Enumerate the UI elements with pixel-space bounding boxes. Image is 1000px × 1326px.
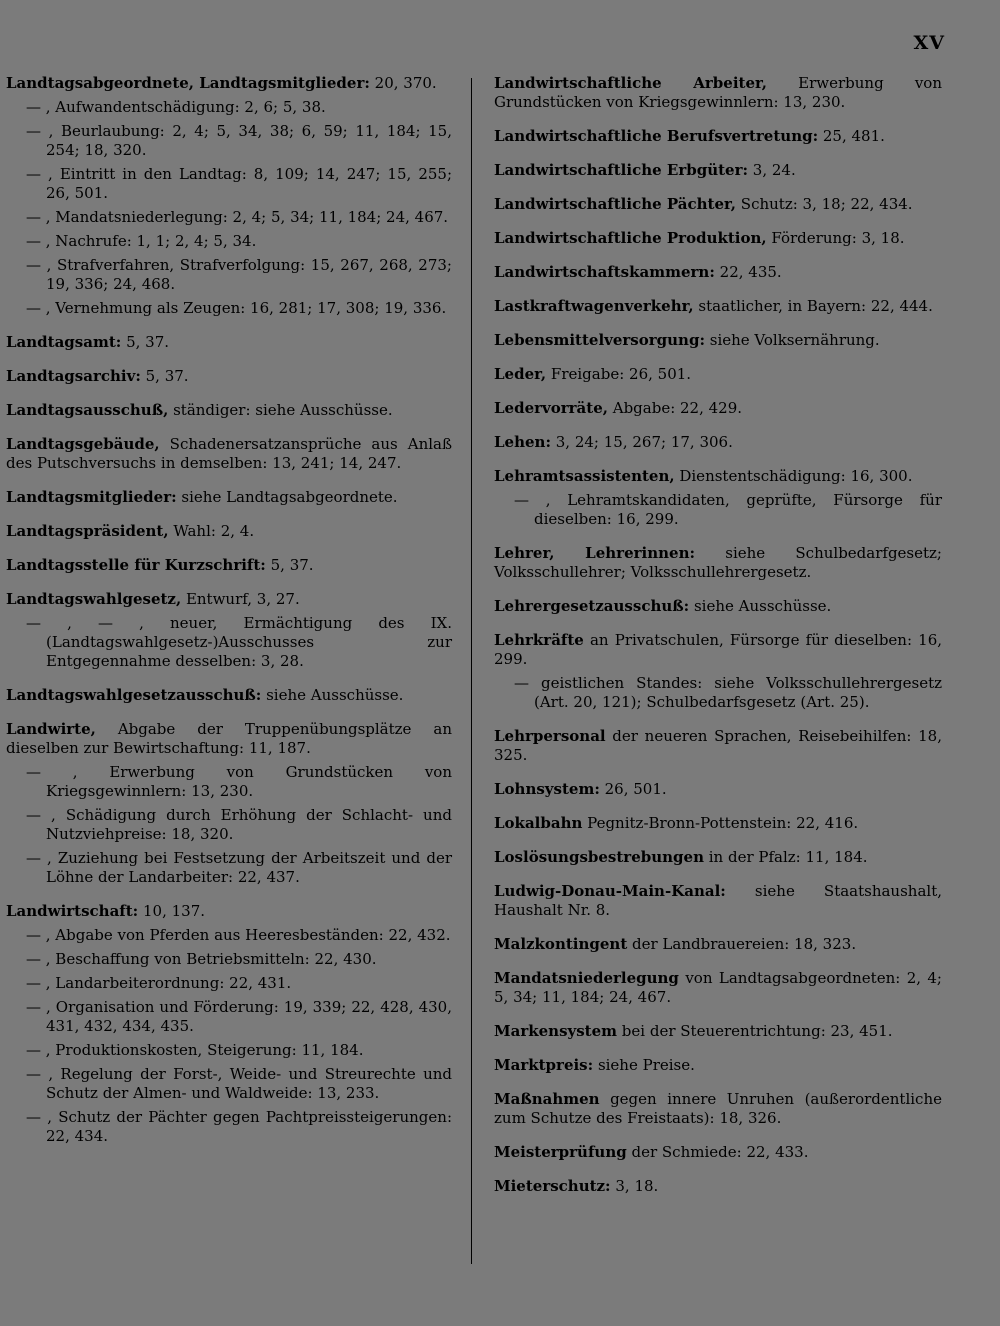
entry-references: Abgabe: 22, 429.	[607, 399, 743, 417]
entry-references: Wahl: 2, 4.	[168, 522, 255, 540]
index-subentry	[6, 208, 452, 227]
index-subentry	[6, 950, 452, 969]
entry-references: — , Schutz der Pächter gegen Pachtpreissteigerungen: 22, 434.	[26, 1108, 452, 1145]
entry-headword: Landwirtschaftliche Berufsvertretung:	[494, 127, 819, 145]
entry-headword: Lehrkräfte	[494, 631, 584, 649]
entry-headword: Landtagsabgeordnete, Landtagsmitglieder:	[6, 74, 370, 92]
entry-references: Entwurf, 3, 27.	[181, 590, 300, 608]
index-entry	[494, 814, 942, 833]
entry-references: — , Zuziehung bei Festsetzung der Arbeitszeit und der Löhne der Landarbeiter: 22, 437.	[26, 849, 452, 886]
entry-references: 3, 24.	[748, 161, 796, 179]
entry-references: der neueren Sprachen, Reisebeihilfen: 18, 325.	[494, 727, 942, 764]
entry-headword: Lehramtsassistenten,	[494, 467, 675, 485]
entry-headword: Ludwig-Donau-Main-Kanal:	[494, 882, 726, 900]
index-entry	[494, 399, 942, 418]
index-entry	[494, 74, 942, 112]
entry-references: — , Landarbeiterordnung: 22, 431.	[26, 974, 292, 992]
index-subentry	[6, 299, 452, 318]
index-entry	[494, 365, 942, 384]
entry-references: siehe Landtagsabgeordnete.	[176, 488, 398, 506]
entry-references: von Landtagsabgeordneten: 2, 4; 5, 34; 11, 184; 24, 467.	[494, 969, 942, 1006]
index-subentry	[6, 98, 452, 117]
entry-headword: Landtagsmitglieder:	[6, 488, 177, 506]
entry-references: bei der Steuerentrichtung: 23, 451.	[617, 1022, 893, 1040]
index-subentry	[6, 1065, 452, 1103]
entry-references: — , Mandatsniederlegung: 2, 4; 5, 34; 11, 184; 24, 467.	[26, 208, 449, 226]
entry-references: 22, 435.	[714, 263, 782, 281]
entry-headword: Lehrergesetzausschuß:	[494, 597, 690, 615]
entry-references: — , Beurlaubung: 2, 4; 5, 34, 38; 6, 59; 11, 184; 15, 254; 18, 320.	[26, 122, 452, 159]
index-entry	[6, 522, 452, 541]
left-column	[6, 74, 452, 1146]
entry-headword: Landtagspräsident,	[6, 522, 169, 540]
entry-headword: Landtagsgebäude,	[6, 435, 160, 453]
index-entry	[494, 1056, 942, 1075]
index-entry	[6, 590, 452, 609]
entry-references: Pegnitz-Bronn-Pottenstein: 22, 416.	[582, 814, 859, 832]
entry-headword: Leder,	[494, 365, 547, 383]
entry-references: 10, 137.	[138, 902, 206, 920]
entry-headword: Lehrpersonal	[494, 727, 606, 745]
index-entry	[494, 882, 942, 920]
index-entry	[494, 229, 942, 248]
index-subentry	[6, 763, 452, 801]
entry-headword: Landwirtschaft:	[6, 902, 139, 920]
entry-references: Förderung: 3, 18.	[766, 229, 905, 247]
index-entry	[6, 686, 452, 705]
index-entry	[6, 435, 452, 473]
index-subentry	[6, 926, 452, 945]
entry-headword: Landtagsstelle für Kurzschrift:	[6, 556, 266, 574]
entry-references: — , Regelung der Forst-, Weide- und Streurechte und Schutz der Almen- und Waldweide: 13, 233.	[26, 1065, 452, 1102]
entry-headword: Landwirte,	[6, 720, 96, 738]
entry-headword: Lohnsystem:	[494, 780, 600, 798]
entry-references: der Schmiede: 22, 433.	[626, 1143, 809, 1161]
column-divider	[471, 78, 472, 1264]
entry-references: 5, 37.	[140, 367, 189, 385]
entry-headword: Landwirtschaftliche Produktion,	[494, 229, 767, 247]
index-entry	[6, 720, 452, 758]
entry-references: — , Erwerbung von Grundstücken von Kriegsgewinnlern: 13, 230.	[26, 763, 452, 800]
entry-headword: Landwirtschaftliche Pächter,	[494, 195, 737, 213]
index-subentry	[6, 1041, 452, 1060]
entry-headword: Lebensmittelversorgung:	[494, 331, 705, 349]
entry-references: — , Nachrufe: 1, 1; 2, 4; 5, 34.	[26, 232, 257, 250]
entry-references: siehe Ausschüsse.	[689, 597, 832, 615]
entry-headword: Lokalbahn	[494, 814, 583, 832]
entry-headword: Maßnahmen	[494, 1090, 600, 1108]
entry-headword: Malzkontingent	[494, 935, 628, 953]
index-entry	[494, 297, 942, 316]
index-subentry	[494, 674, 942, 712]
index-subentry	[6, 998, 452, 1036]
index-entry	[494, 597, 942, 616]
index-entry	[6, 902, 452, 921]
index-entry	[494, 848, 942, 867]
index-entry	[494, 631, 942, 669]
right-column	[494, 74, 942, 1196]
entry-references: an Privatschulen, Fürsorge für dieselben: 16, 299.	[494, 631, 942, 668]
index-entry	[6, 401, 452, 420]
entry-references: ständiger: siehe Ausschüsse.	[168, 401, 393, 419]
entry-references: siehe Preise.	[593, 1056, 695, 1074]
entry-references: Freigabe: 26, 501.	[546, 365, 692, 383]
index-subentry	[6, 849, 452, 887]
index-entry	[494, 1177, 942, 1196]
entry-references: — , — , neuer, Ermächtigung des IX. (Landtagswahlgesetz-)Ausschusses zur Entgegennahme desselben: 3, 28.	[26, 614, 452, 670]
index-entry	[494, 263, 942, 282]
index-entry	[494, 127, 942, 146]
entry-references: — geistlichen Standes: siehe Volksschullehrergesetz (Art. 20, 121); Schulbedarfsgesetz (Art. 25).	[514, 674, 942, 711]
index-entry	[6, 333, 452, 352]
entry-headword: Landtagsamt:	[6, 333, 122, 351]
index-entry	[494, 935, 942, 954]
entry-references: — , Vernehmung als Zeugen: 16, 281; 17, 308; 19, 336.	[26, 299, 447, 317]
index-subentry	[6, 974, 452, 993]
entry-references: 5, 37.	[121, 333, 170, 351]
index-subentry	[6, 232, 452, 251]
index-subentry	[6, 614, 452, 671]
entry-headword: Lehen:	[494, 433, 551, 451]
entry-references: — , Strafverfahren, Strafverfolgung: 15, 267, 268, 273; 19, 336; 24, 468.	[26, 256, 452, 293]
entry-references: siehe Ausschüsse.	[261, 686, 404, 704]
index-entry	[494, 1143, 942, 1162]
index-subentry	[6, 165, 452, 203]
index-entry	[494, 544, 942, 582]
index-entry	[494, 1022, 942, 1041]
entry-references: — , Aufwandentschädigung: 2, 6; 5, 38.	[26, 98, 326, 116]
entry-references: 3, 18.	[610, 1177, 659, 1195]
entry-references: — , Lehramtskandidaten, geprüfte, Fürsorge für dieselben: 16, 299.	[514, 491, 942, 528]
entry-headword: Landwirtschaftliche Arbeiter,	[494, 74, 768, 92]
entry-references: Abgabe der Truppenübungsplätze an dieselben zur Bewirtschaftung: 11, 187.	[6, 720, 452, 757]
index-subentry	[6, 122, 452, 160]
index-entry	[494, 331, 942, 350]
index-entry	[6, 74, 452, 93]
index-entry	[494, 969, 942, 1007]
entry-headword: Mieterschutz:	[494, 1177, 611, 1195]
entry-headword: Landtagswahlgesetz,	[6, 590, 182, 608]
index-entry	[494, 1090, 942, 1128]
entry-references: — , Abgabe von Pferden aus Heeresbeständen: 22, 432.	[26, 926, 451, 944]
entry-headword: Ledervorräte,	[494, 399, 608, 417]
entry-references: — , Beschaffung von Betriebsmitteln: 22, 430.	[26, 950, 377, 968]
entry-references: Schadenersatzansprüche aus Anlaß des Putschversuchs in demselben: 13, 241; 14, 247.	[6, 435, 452, 472]
entry-references: in der Pfalz: 11, 184.	[703, 848, 868, 866]
entry-references: siehe Schulbedarfgesetz; Volksschullehrer; Volksschullehrergesetz.	[494, 544, 942, 581]
entry-references: 3, 24; 15, 267; 17, 306.	[550, 433, 733, 451]
entry-references: — , Eintritt in den Landtag: 8, 109; 14, 247; 15, 255; 26, 501.	[26, 165, 452, 202]
index-entry	[494, 195, 942, 214]
index-entry	[6, 367, 452, 386]
entry-references: gegen innere Unruhen (außerordentliche zum Schutze des Freistaats): 18, 326.	[494, 1090, 942, 1127]
entry-headword: Landtagsausschuß,	[6, 401, 169, 419]
entry-headword: Marktpreis:	[494, 1056, 594, 1074]
index-subentry	[6, 256, 452, 294]
entry-references: staatlicher, in Bayern: 22, 444.	[693, 297, 933, 315]
entry-references: — , Produktionskosten, Steigerung: 11, 184.	[26, 1041, 364, 1059]
entry-headword: Lastkraftwagenverkehr,	[494, 297, 694, 315]
entry-references: 5, 37.	[265, 556, 314, 574]
index-entry	[6, 556, 452, 575]
page-number: XV	[913, 32, 945, 54]
index-subentry	[6, 1108, 452, 1146]
entry-headword: Mandatsniederlegung	[494, 969, 679, 987]
index-subentry	[494, 491, 942, 529]
entry-headword: Markensystem	[494, 1022, 618, 1040]
entry-headword: Landwirtschaftskammern:	[494, 263, 715, 281]
entry-headword: Landtagswahlgesetzausschuß:	[6, 686, 262, 704]
entry-references: Erwerbung von Grundstücken von Kriegsgewinnlern: 13, 230.	[494, 74, 942, 111]
index-entry	[6, 488, 452, 507]
entry-references: Schutz: 3, 18; 22, 434.	[736, 195, 913, 213]
entry-references: 25, 481.	[818, 127, 885, 145]
index-entry	[494, 467, 942, 486]
entry-headword: Loslösungsbestrebungen	[494, 848, 704, 866]
entry-references: 26, 501.	[599, 780, 667, 798]
index-entry	[494, 161, 942, 180]
entry-headword: Landwirtschaftliche Erbgüter:	[494, 161, 749, 179]
index-entry	[494, 433, 942, 452]
entry-references: — , Organisation und Förderung: 19, 339; 22, 428, 430, 431, 432, 434, 435.	[26, 998, 452, 1035]
entry-references: 20, 370.	[369, 74, 437, 92]
entry-references: der Landbrauereien: 18, 323.	[627, 935, 857, 953]
entry-references: — , Schädigung durch Erhöhung der Schlacht- und Nutzviehpreise: 18, 320.	[26, 806, 452, 843]
index-entry	[494, 727, 942, 765]
entry-references: siehe Volksernährung.	[704, 331, 880, 349]
entry-references: Dienstentschädigung: 16, 300.	[674, 467, 913, 485]
entry-headword: Meisterprüfung	[494, 1143, 627, 1161]
index-entry	[494, 780, 942, 799]
entry-headword: Landtagsarchiv:	[6, 367, 141, 385]
index-subentry	[6, 806, 452, 844]
entry-references: siehe Staatshaushalt, Haushalt Nr. 8.	[494, 882, 942, 919]
entry-headword: Lehrer, Lehrerinnen:	[494, 544, 696, 562]
